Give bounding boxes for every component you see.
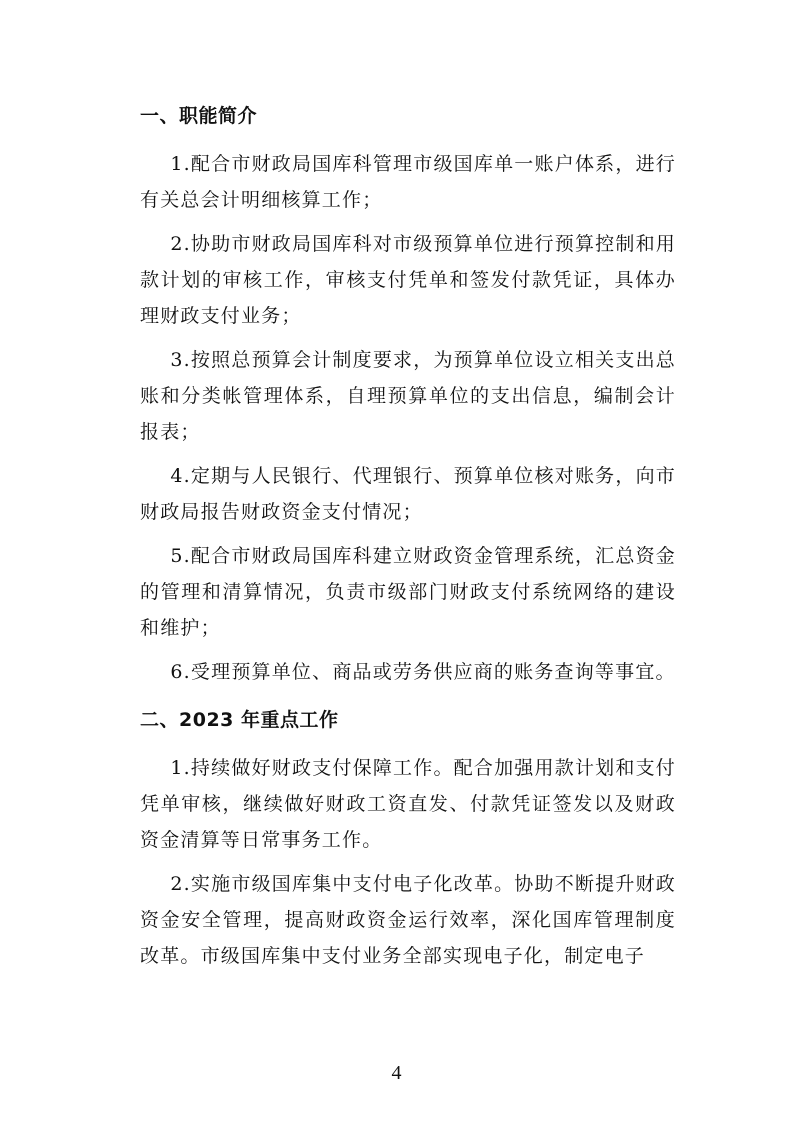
paragraph-function-2: 2.协助市财政局国库科对市级预算单位进行预算控制和用款计划的审核工作，审核支付凭单和签发付款凭证，具体办理财政支付业务；	[140, 233, 676, 327]
paragraph-function-5: 5.配合市财政局国库科建立财政资金管理系统，汇总资金的管理和清算情况，负责市级部门财政支付系统网络的建设和维护；	[140, 545, 676, 639]
paragraph-work-2: 2.实施市级国库集中支付电子化改革。协助不断提升财政资金安全管理，提高财政资金运行效率，深化国库管理制度改革。市级国库集中支付业务全部实现电子化，制定电子	[140, 873, 676, 967]
paragraph-function-4: 4.定期与人民银行、代理银行、预算单位核对账务，向市财政局报告财政资金支付情况；	[140, 465, 676, 523]
paragraph-function-3: 3.按照总预算会计制度要求，为预算单位设立相关支出总账和分类帐管理体系，自理预算单位的支出信息，编制会计报表；	[140, 349, 676, 443]
paragraph-function-6: 6.受理预算单位、商品或劳务供应商的账务查询等事宜。	[170, 661, 676, 683]
section-heading-key-work: 二、2023 年重点工作	[140, 709, 339, 731]
document-body	[140, 94, 676, 982]
page-number: 4	[391, 1062, 402, 1084]
paragraph-function-1: 1.配合市财政局国库科管理市级国库单一账户体系，进行有关总会计明细核算工作；	[140, 153, 676, 211]
section-heading-functions: 一、职能简介	[140, 105, 258, 127]
paragraph-work-1: 1.持续做好财政支付保障工作。配合加强用款计划和支付凭单审核，继续做好财政工资直发、付款凭证签发以及财政资金清算等日常事务工作。	[140, 757, 676, 851]
